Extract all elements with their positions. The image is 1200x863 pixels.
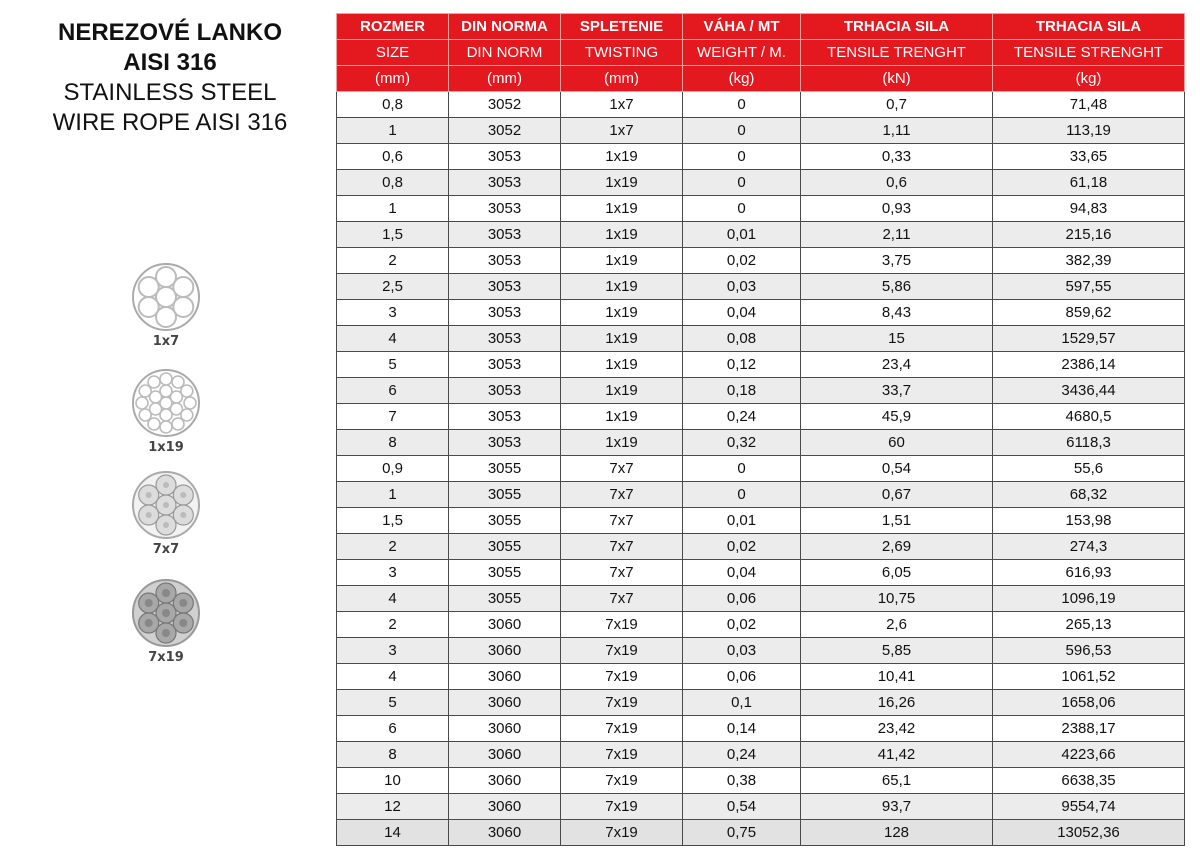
table-row [337, 742, 1185, 768]
unit-tensile-kg: (kg) [993, 66, 1185, 92]
header-weight-sk: VÁHA / MT [683, 14, 801, 40]
cell-tensile-kg: 616,93 [993, 560, 1185, 586]
rope-type-7x19 [100, 578, 232, 665]
cell-twisting: 7x19 [561, 716, 683, 742]
cell-tensile-kg: 3436,44 [993, 378, 1185, 404]
cell-size: 8 [337, 430, 449, 456]
title-line-2: AISI 316 [123, 49, 217, 76]
table-body [337, 92, 1185, 846]
cell-tensile-kn: 6,05 [801, 560, 993, 586]
cell-twisting: 1x19 [561, 326, 683, 352]
cell-twisting: 7x7 [561, 534, 683, 560]
cell-tensile-kg: 2388,17 [993, 716, 1185, 742]
cell-twisting: 1x19 [561, 248, 683, 274]
table-row [337, 430, 1185, 456]
table-row [337, 508, 1185, 534]
cell-tensile-kn: 10,75 [801, 586, 993, 612]
header-size-sk: ROZMER [337, 14, 449, 40]
rope-type-1x7 [100, 262, 232, 349]
title-line-1: NEREZOVÉ LANKO [57, 19, 282, 46]
cell-tensile-kn: 2,6 [801, 612, 993, 638]
cell-tensile-kn: 5,86 [801, 274, 993, 300]
cell-tensile-kn: 0,7 [801, 92, 993, 118]
cell-tensile-kg: 55,6 [993, 456, 1185, 482]
cell-tensile-kg: 215,16 [993, 222, 1185, 248]
cell-twisting: 7x19 [561, 690, 683, 716]
cell-twisting: 1x19 [561, 170, 683, 196]
cell-tensile-kn: 45,9 [801, 404, 993, 430]
cell-din: 3053 [449, 248, 561, 274]
cell-tensile-kg: 382,39 [993, 248, 1185, 274]
cell-twisting: 7x19 [561, 768, 683, 794]
unit-tensile-kn: (kN) [801, 66, 993, 92]
cell-twisting: 1x19 [561, 352, 683, 378]
cell-twisting: 1x19 [561, 430, 683, 456]
cell-tensile-kg: 68,32 [993, 482, 1185, 508]
cell-tensile-kn: 16,26 [801, 690, 993, 716]
header-row-units [337, 66, 1185, 92]
cell-din: 3053 [449, 144, 561, 170]
cell-twisting: 7x7 [561, 586, 683, 612]
cell-tensile-kg: 597,55 [993, 274, 1185, 300]
cell-size: 2 [337, 534, 449, 560]
cell-weight: 0 [683, 170, 801, 196]
cell-size: 6 [337, 716, 449, 742]
cell-size: 5 [337, 352, 449, 378]
cell-tensile-kg: 13052,36 [993, 820, 1185, 846]
cell-weight: 0 [683, 144, 801, 170]
cell-weight: 0,04 [683, 560, 801, 586]
cell-din: 3052 [449, 118, 561, 144]
cell-tensile-kg: 61,18 [993, 170, 1185, 196]
cell-din: 3053 [449, 352, 561, 378]
cell-tensile-kg: 94,83 [993, 196, 1185, 222]
cell-din: 3053 [449, 170, 561, 196]
cell-weight: 0,32 [683, 430, 801, 456]
cell-size: 0,8 [337, 92, 449, 118]
cell-tensile-kn: 5,85 [801, 638, 993, 664]
cell-size: 10 [337, 768, 449, 794]
cell-tensile-kg: 1096,19 [993, 586, 1185, 612]
rope-type-7x7 [100, 470, 232, 557]
cell-weight: 0,03 [683, 274, 801, 300]
cell-weight: 0 [683, 482, 801, 508]
cell-tensile-kg: 274,3 [993, 534, 1185, 560]
table-row [337, 482, 1185, 508]
header-din-sk: DIN NORMA [449, 14, 561, 40]
table-row [337, 92, 1185, 118]
cell-weight: 0,01 [683, 508, 801, 534]
cell-weight: 0,02 [683, 612, 801, 638]
title-line-3: STAINLESS STEEL [63, 79, 277, 106]
cell-size: 4 [337, 586, 449, 612]
cell-twisting: 1x7 [561, 118, 683, 144]
header-row-sk [337, 14, 1185, 40]
cell-din: 3053 [449, 378, 561, 404]
cell-weight: 0 [683, 196, 801, 222]
cell-size: 1,5 [337, 222, 449, 248]
table-row [337, 638, 1185, 664]
cell-tensile-kg: 265,13 [993, 612, 1185, 638]
cell-twisting: 7x7 [561, 456, 683, 482]
rope-1x7-icon [131, 262, 201, 332]
cell-twisting: 1x7 [561, 92, 683, 118]
table-row [337, 716, 1185, 742]
cell-tensile-kg: 596,53 [993, 638, 1185, 664]
cell-twisting: 7x7 [561, 508, 683, 534]
cell-twisting: 1x19 [561, 378, 683, 404]
header-twisting-sk: SPLETENIE [561, 14, 683, 40]
cell-weight: 0,02 [683, 248, 801, 274]
cell-weight: 0,54 [683, 794, 801, 820]
cell-tensile-kg: 9554,74 [993, 794, 1185, 820]
cell-din: 3060 [449, 716, 561, 742]
table-row [337, 274, 1185, 300]
cell-tensile-kg: 1061,52 [993, 664, 1185, 690]
cell-size: 3 [337, 560, 449, 586]
rope-label: 7x19 [148, 650, 184, 665]
cell-size: 8 [337, 742, 449, 768]
cell-weight: 0,14 [683, 716, 801, 742]
rope-type-1x19 [100, 368, 232, 455]
cell-tensile-kn: 1,11 [801, 118, 993, 144]
cell-tensile-kn: 8,43 [801, 300, 993, 326]
cell-weight: 0,18 [683, 378, 801, 404]
header-row-en [337, 40, 1185, 66]
cell-tensile-kg: 1658,06 [993, 690, 1185, 716]
table-row [337, 560, 1185, 586]
cell-twisting: 1x19 [561, 300, 683, 326]
cell-tensile-kn: 0,67 [801, 482, 993, 508]
header-weight-en: WEIGHT / M. [683, 40, 801, 66]
cell-din: 3055 [449, 560, 561, 586]
cell-size: 1 [337, 482, 449, 508]
table-row [337, 534, 1185, 560]
unit-twisting: (mm) [561, 66, 683, 92]
cell-twisting: 7x19 [561, 742, 683, 768]
cell-twisting: 7x19 [561, 664, 683, 690]
cell-tensile-kg: 6118,3 [993, 430, 1185, 456]
cell-weight: 0,01 [683, 222, 801, 248]
table-row [337, 820, 1185, 846]
cell-weight: 0 [683, 456, 801, 482]
cell-weight: 0,38 [683, 768, 801, 794]
cell-twisting: 7x19 [561, 638, 683, 664]
cell-twisting: 1x19 [561, 196, 683, 222]
header-tensile-kg-sk: TRHACIA SILA [993, 14, 1185, 40]
cell-tensile-kn: 2,11 [801, 222, 993, 248]
table-row [337, 222, 1185, 248]
rope-label: 1x19 [148, 440, 184, 455]
cell-twisting: 1x19 [561, 144, 683, 170]
header-din-en: DIN NORM [449, 40, 561, 66]
cell-twisting: 7x7 [561, 560, 683, 586]
cell-din: 3060 [449, 794, 561, 820]
rope-7x19-icon [131, 578, 201, 648]
cell-din: 3060 [449, 820, 561, 846]
cell-din: 3053 [449, 430, 561, 456]
cell-weight: 0,03 [683, 638, 801, 664]
table-row [337, 612, 1185, 638]
cell-tensile-kg: 71,48 [993, 92, 1185, 118]
unit-size: (mm) [337, 66, 449, 92]
cell-din: 3053 [449, 404, 561, 430]
cell-weight: 0,24 [683, 404, 801, 430]
header-size-en: SIZE [337, 40, 449, 66]
title-line-4: WIRE ROPE AISI 316 [52, 109, 288, 136]
cell-size: 2,5 [337, 274, 449, 300]
cell-weight: 0,04 [683, 300, 801, 326]
table-row [337, 300, 1185, 326]
cell-size: 7 [337, 404, 449, 430]
cell-size: 4 [337, 664, 449, 690]
cell-tensile-kg: 4680,5 [993, 404, 1185, 430]
table-row [337, 664, 1185, 690]
cell-size: 0,6 [337, 144, 449, 170]
cell-weight: 0 [683, 92, 801, 118]
cell-size: 4 [337, 326, 449, 352]
table-row [337, 690, 1185, 716]
rope-label: 7x7 [152, 542, 180, 557]
table-row [337, 378, 1185, 404]
table-row [337, 352, 1185, 378]
cell-tensile-kn: 128 [801, 820, 993, 846]
cell-weight: 0,06 [683, 586, 801, 612]
cell-din: 3055 [449, 508, 561, 534]
header-tensile-kn-sk: TRHACIA SILA [801, 14, 993, 40]
cell-weight: 0,12 [683, 352, 801, 378]
table-row [337, 794, 1185, 820]
cell-din: 3052 [449, 92, 561, 118]
cell-weight: 0,1 [683, 690, 801, 716]
cell-size: 0,9 [337, 456, 449, 482]
table-row [337, 326, 1185, 352]
cell-tensile-kn: 65,1 [801, 768, 993, 794]
cell-din: 3053 [449, 326, 561, 352]
cell-din: 3053 [449, 196, 561, 222]
cell-din: 3060 [449, 638, 561, 664]
cell-din: 3055 [449, 456, 561, 482]
cell-tensile-kn: 10,41 [801, 664, 993, 690]
cell-din: 3060 [449, 690, 561, 716]
header-twisting-en: TWISTING [561, 40, 683, 66]
cell-size: 2 [337, 612, 449, 638]
cell-din: 3060 [449, 612, 561, 638]
cell-twisting: 7x7 [561, 482, 683, 508]
rope-label: 1x7 [152, 334, 180, 349]
cell-din: 3060 [449, 742, 561, 768]
cell-weight: 0 [683, 118, 801, 144]
cell-din: 3055 [449, 482, 561, 508]
cell-size: 1,5 [337, 508, 449, 534]
cell-tensile-kn: 33,7 [801, 378, 993, 404]
cell-size: 1 [337, 196, 449, 222]
cell-twisting: 7x19 [561, 794, 683, 820]
cell-weight: 0,02 [683, 534, 801, 560]
cell-tensile-kn: 93,7 [801, 794, 993, 820]
cell-twisting: 1x19 [561, 404, 683, 430]
cell-size: 3 [337, 300, 449, 326]
unit-din: (mm) [449, 66, 561, 92]
cell-size: 12 [337, 794, 449, 820]
cell-tensile-kn: 0,54 [801, 456, 993, 482]
cell-din: 3053 [449, 274, 561, 300]
table-row [337, 118, 1185, 144]
cell-din: 3055 [449, 534, 561, 560]
cell-tensile-kn: 0,93 [801, 196, 993, 222]
cell-size: 14 [337, 820, 449, 846]
cell-tensile-kg: 33,65 [993, 144, 1185, 170]
cell-twisting: 7x19 [561, 820, 683, 846]
header-tensile-kg-en: TENSILE STRENGHT [993, 40, 1185, 66]
cell-tensile-kg: 1529,57 [993, 326, 1185, 352]
table-row [337, 144, 1185, 170]
cell-size: 2 [337, 248, 449, 274]
cell-weight: 0,06 [683, 664, 801, 690]
cell-tensile-kn: 41,42 [801, 742, 993, 768]
cell-tensile-kn: 1,51 [801, 508, 993, 534]
cell-tensile-kn: 23,4 [801, 352, 993, 378]
cell-din: 3055 [449, 586, 561, 612]
table-row [337, 196, 1185, 222]
cell-weight: 0,75 [683, 820, 801, 846]
cell-size: 0,8 [337, 170, 449, 196]
cell-tensile-kn: 60 [801, 430, 993, 456]
cell-weight: 0,24 [683, 742, 801, 768]
cell-tensile-kg: 113,19 [993, 118, 1185, 144]
cell-tensile-kg: 859,62 [993, 300, 1185, 326]
cell-tensile-kn: 2,69 [801, 534, 993, 560]
cell-tensile-kg: 6638,35 [993, 768, 1185, 794]
rope-7x7-icon [131, 470, 201, 540]
cell-size: 5 [337, 690, 449, 716]
header-tensile-kn-en: TENSILE TRENGHT [801, 40, 993, 66]
cell-tensile-kn: 3,75 [801, 248, 993, 274]
cell-tensile-kg: 153,98 [993, 508, 1185, 534]
cell-size: 1 [337, 118, 449, 144]
cell-tensile-kg: 2386,14 [993, 352, 1185, 378]
cell-twisting: 7x19 [561, 612, 683, 638]
cell-din: 3053 [449, 300, 561, 326]
cell-tensile-kn: 23,42 [801, 716, 993, 742]
cell-din: 3060 [449, 768, 561, 794]
table-row [337, 248, 1185, 274]
cell-tensile-kn: 0,33 [801, 144, 993, 170]
title-block [20, 18, 320, 138]
cell-size: 6 [337, 378, 449, 404]
cell-twisting: 1x19 [561, 274, 683, 300]
cell-twisting: 1x19 [561, 222, 683, 248]
unit-weight: (kg) [683, 66, 801, 92]
rope-1x19-icon [131, 368, 201, 438]
table-row [337, 586, 1185, 612]
cell-size: 3 [337, 638, 449, 664]
cell-weight: 0,08 [683, 326, 801, 352]
wire-rope-spec-table [336, 13, 1185, 846]
table-row [337, 404, 1185, 430]
table-row [337, 456, 1185, 482]
table-row [337, 768, 1185, 794]
cell-tensile-kn: 0,6 [801, 170, 993, 196]
cell-din: 3060 [449, 664, 561, 690]
cell-din: 3053 [449, 222, 561, 248]
table-row [337, 170, 1185, 196]
cell-tensile-kn: 15 [801, 326, 993, 352]
cell-tensile-kg: 4223,66 [993, 742, 1185, 768]
